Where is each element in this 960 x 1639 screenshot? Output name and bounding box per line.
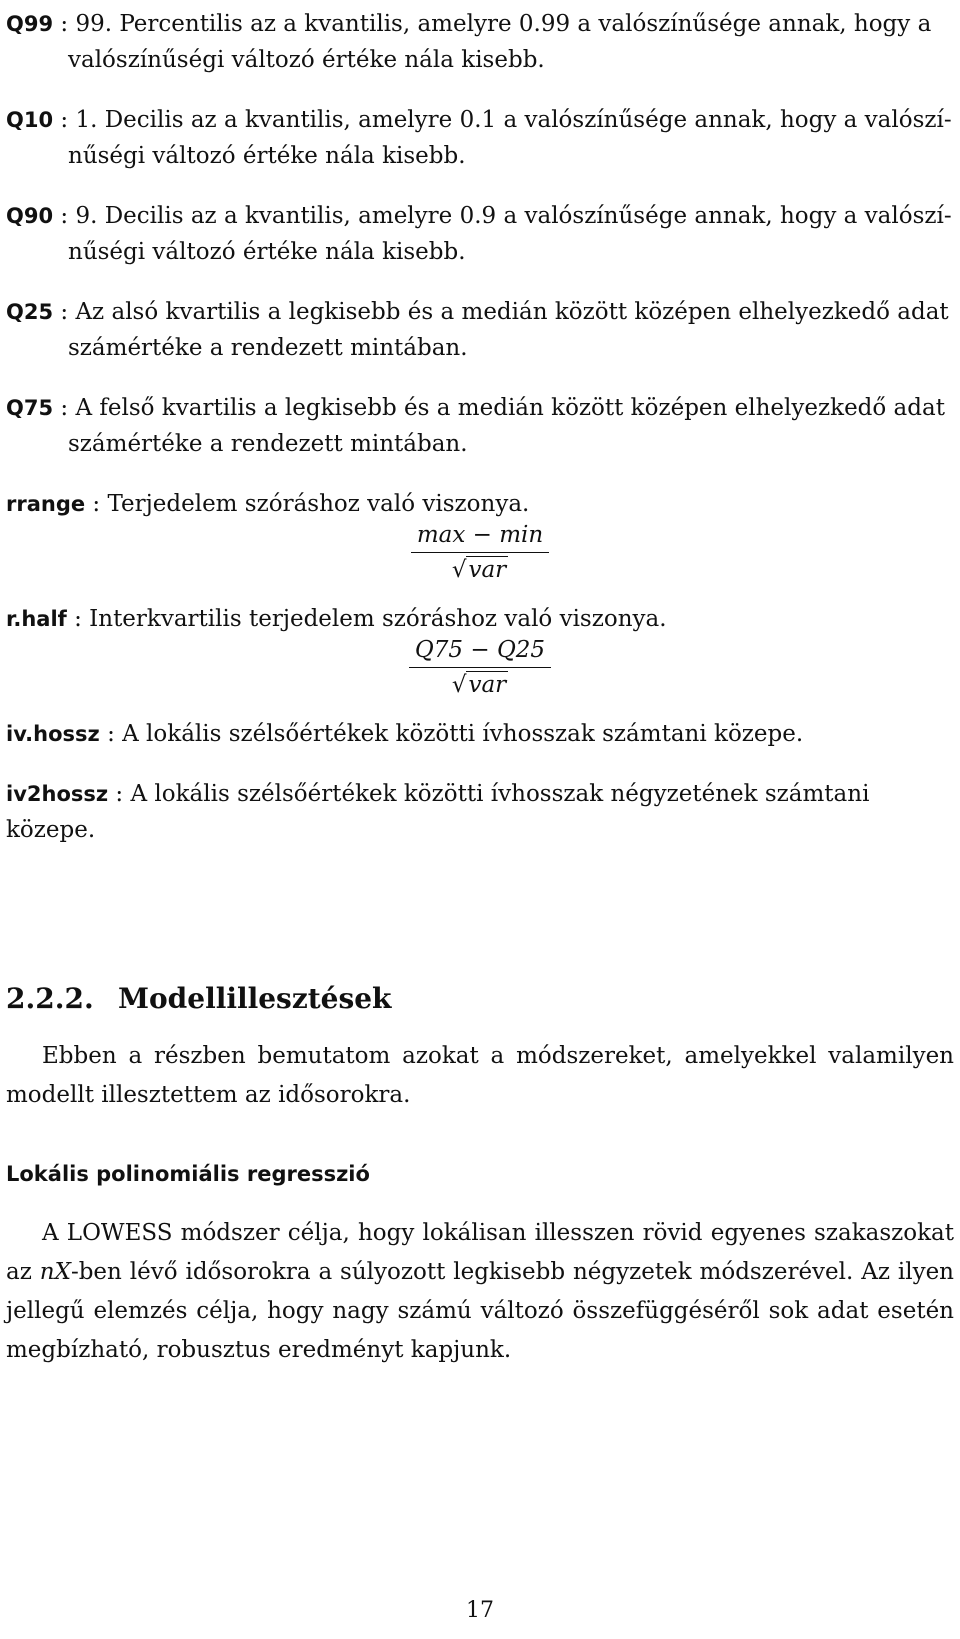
math-variable: nX	[39, 1259, 71, 1285]
definition-term: Q10	[6, 108, 54, 132]
definition-continuation: számértéke a rendezett mintában.	[68, 335, 468, 361]
definition-text: : 1. Decilis az a kvantilis, amelyre 0.1 a valószínűsége annak, hogy a valószí-	[53, 107, 952, 133]
fraction-numerator: Q75 − Q25	[409, 637, 551, 668]
definition-continuation: nűségi változó értéke nála kisebb.	[68, 143, 466, 169]
definition-ivhossz	[6, 716, 954, 752]
section-number: 2.2.2.	[6, 982, 94, 1015]
definition-term: r.half	[6, 607, 67, 631]
definition-rhalf	[6, 601, 954, 637]
square-root	[452, 557, 508, 583]
fraction-numerator: max − min	[411, 522, 549, 553]
section-title: Modellillesztések	[118, 982, 392, 1015]
radicand: var	[468, 672, 507, 698]
fraction	[411, 522, 549, 583]
definition-continuation: számértéke a rendezett mintában.	[68, 431, 468, 457]
definition-text: : 9. Decilis az a kvantilis, amelyre 0.9 a valószínűsége annak, hogy a valószí-	[53, 203, 952, 229]
definition-continuation: valószínűségi változó értéke nála kisebb.	[68, 47, 545, 73]
definition-text: : Interkvartilis terjedelem szóráshoz való viszonya.	[66, 606, 667, 632]
paragraph-text: -ben lévő idősorokra a súlyozott legkisebb négyzetek módszerével. Az ilyen jellegű elemzés célja, hogy nagy számú változó összefüggéséről sok adat esetén megbízható, robusztus eredményt kapjunk.	[6, 1259, 954, 1363]
definition-text: : A felső kvartilis a legkisebb és a medián között középen elhelyezkedő adat	[53, 395, 945, 421]
section-modellillesztesek	[6, 982, 954, 1115]
definition-term: Q75	[6, 396, 54, 420]
subsection-paragraph	[6, 1214, 954, 1370]
definition-text: : Az alsó kvartilis a legkisebb és a medián között középen elhelyezkedő adat	[53, 299, 949, 325]
radical-sign: √	[451, 672, 467, 698]
definition-q25	[6, 294, 954, 366]
definition-text: : A lokális szélsőértékek közötti ívhosszak számtani közepe.	[99, 721, 804, 747]
definition-term: rrange	[6, 492, 86, 516]
definition-term: iv.hossz	[6, 722, 100, 746]
definition-q99	[6, 6, 954, 78]
fraction	[409, 637, 551, 698]
page-number: 17	[466, 1598, 494, 1623]
definition-term: Q90	[6, 204, 54, 228]
definition-term: Q25	[6, 300, 54, 324]
paragraph-text: A LOWESS módszer célja, hogy lokálisan illesszen rövid egyenes szakaszokat az	[6, 1220, 954, 1285]
definition-q90	[6, 198, 954, 270]
radical-sign: √	[451, 557, 467, 583]
definition-q10	[6, 102, 954, 174]
fraction-denominator	[411, 553, 549, 583]
definition-q75	[6, 390, 954, 462]
definition-iv2hossz	[6, 776, 954, 848]
fraction-denominator	[409, 668, 551, 698]
formula-rrange	[6, 522, 954, 583]
section-intro-paragraph: Ebben a részben bemutatom azokat a módszereket, amelyekkel valamilyen modellt illesztettem az idősorokra.	[6, 1043, 954, 1108]
definition-rrange	[6, 486, 954, 522]
definition-text: : Terjedelem szóráshoz való viszonya.	[85, 491, 530, 517]
definition-text: : A lokális szélsőértékek közötti ívhosszak négyzetének számtani közepe.	[6, 781, 870, 843]
definition-continuation: nűségi változó értéke nála kisebb.	[68, 239, 466, 265]
definition-text: : 99. Percentilis az a kvantilis, amelyre 0.99 a valószínűsége annak, hogy a	[53, 11, 932, 37]
subsection-lowess	[6, 1162, 954, 1370]
formula-rhalf	[6, 637, 954, 698]
definition-term: Q99	[6, 12, 54, 36]
radicand: var	[468, 557, 507, 583]
section-heading	[6, 982, 954, 1015]
square-root	[452, 672, 508, 698]
subsection-heading: Lokális polinomiális regresszió	[6, 1162, 370, 1186]
definition-list	[6, 6, 954, 872]
definition-term: iv2hossz	[6, 782, 109, 806]
